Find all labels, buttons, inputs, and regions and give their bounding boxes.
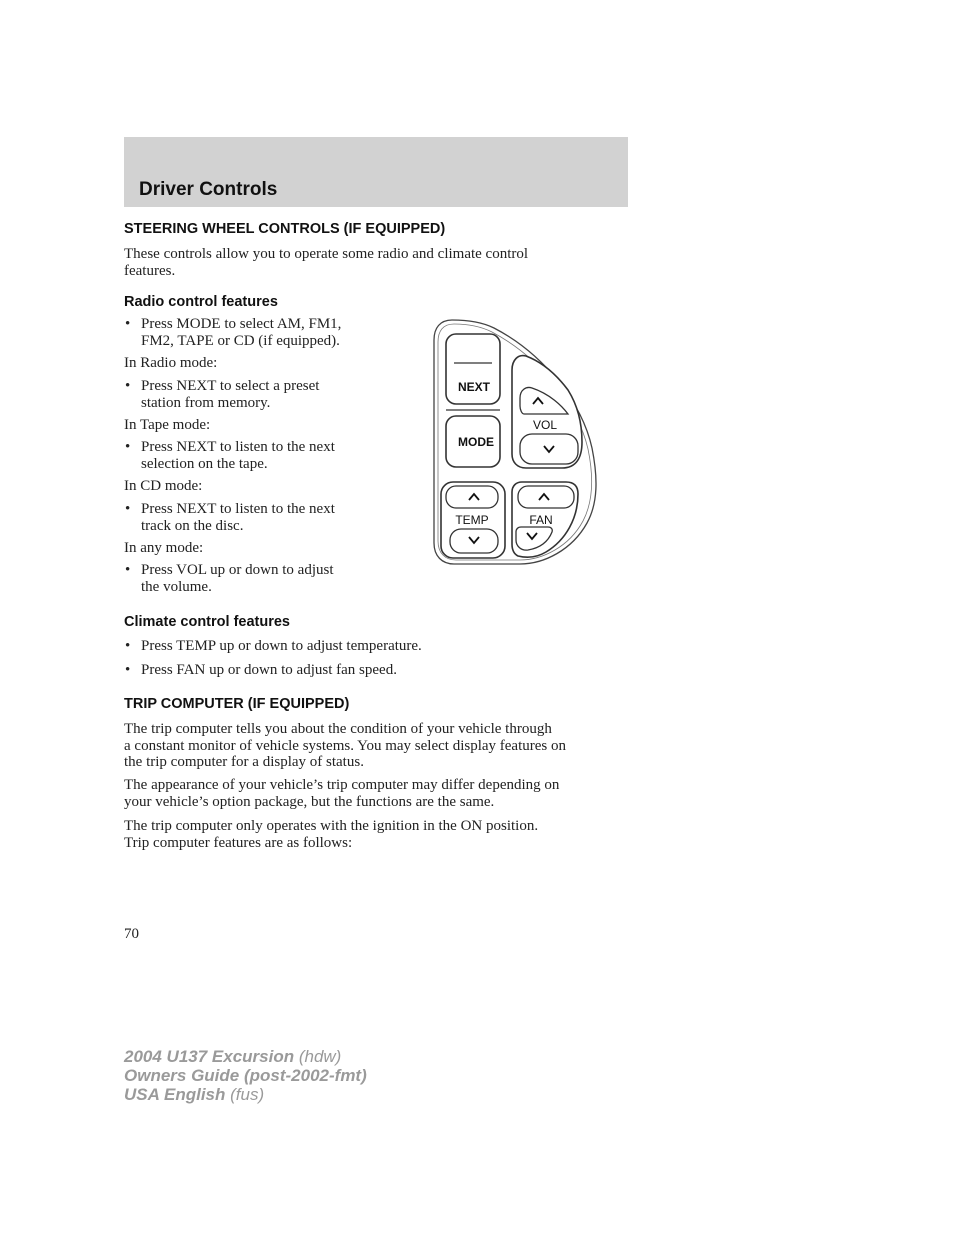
cd-mode-label: In CD mode:	[124, 478, 203, 494]
next-label: NEXT	[457, 380, 491, 394]
radio-bullet-next-cd: • Press NEXT to listen to the next track on the disc.	[125, 501, 335, 534]
trip-paragraph-2: The appearance of your vehicle’s trip computer may differ depending on your vehicle’s option package, but the functions are the same.	[124, 777, 560, 810]
steering-controls-heading: STEERING WHEEL CONTROLS (IF EQUIPPED)	[124, 221, 446, 237]
vol-down-button[interactable]	[520, 434, 578, 464]
climate-bullet-fan: • Press FAN up or down to adjust fan speed.	[125, 662, 397, 678]
trip-paragraph-1: The trip computer tells you about the condition of your vehicle through a constant monitor of vehicle systems. You may select display features on the trip computer for a display of status.	[124, 721, 566, 771]
radio-bullet-next-preset: • Press NEXT to select a preset station from memory.	[125, 378, 320, 411]
any-mode-label: In any mode:	[124, 540, 204, 556]
trip-paragraph-3: The trip computer only operates with the ignition in the ON position. Trip computer features are as follows:	[124, 818, 539, 851]
temp-down-button[interactable]	[450, 529, 498, 553]
footer-line-2: Owners Guide (post-2002-fmt)	[124, 1066, 367, 1085]
mode-label: MODE	[458, 435, 494, 449]
footer-line-1: 2004 U137 Excursion (hdw)	[124, 1047, 342, 1066]
document-footer	[124, 1047, 367, 1104]
climate-bullet-temp: • Press TEMP up or down to adjust temperature.	[125, 638, 422, 654]
section-title: Driver Controls	[139, 179, 278, 200]
temp-label: TEMP	[455, 513, 489, 527]
radio-mode-label: In Radio mode:	[124, 355, 218, 371]
trip-computer-heading: TRIP COMPUTER (IF EQUIPPED)	[124, 696, 350, 712]
climate-features-heading: Climate control features	[124, 614, 290, 630]
steering-intro: These controls allow you to operate some radio and climate control features.	[124, 246, 529, 279]
vol-label: VOL	[532, 418, 558, 432]
tape-mode-label: In Tape mode:	[124, 417, 211, 433]
footer-line-3: USA English (fus)	[124, 1085, 265, 1104]
radio-features-heading: Radio control features	[124, 294, 278, 310]
section-header-bar	[124, 137, 628, 207]
page-number: 70	[124, 926, 139, 942]
radio-bullet-next-tape: • Press NEXT to listen to the next selection on the tape.	[125, 439, 335, 472]
radio-bullet-mode: • Press MODE to select AM, FM1, FM2, TAPE or CD (if equipped).	[125, 316, 342, 349]
steering-wheel-controls-diagram	[432, 318, 598, 566]
radio-bullet-vol: • Press VOL up or down to adjust the volume.	[125, 562, 334, 595]
fan-label: FAN	[529, 513, 553, 527]
